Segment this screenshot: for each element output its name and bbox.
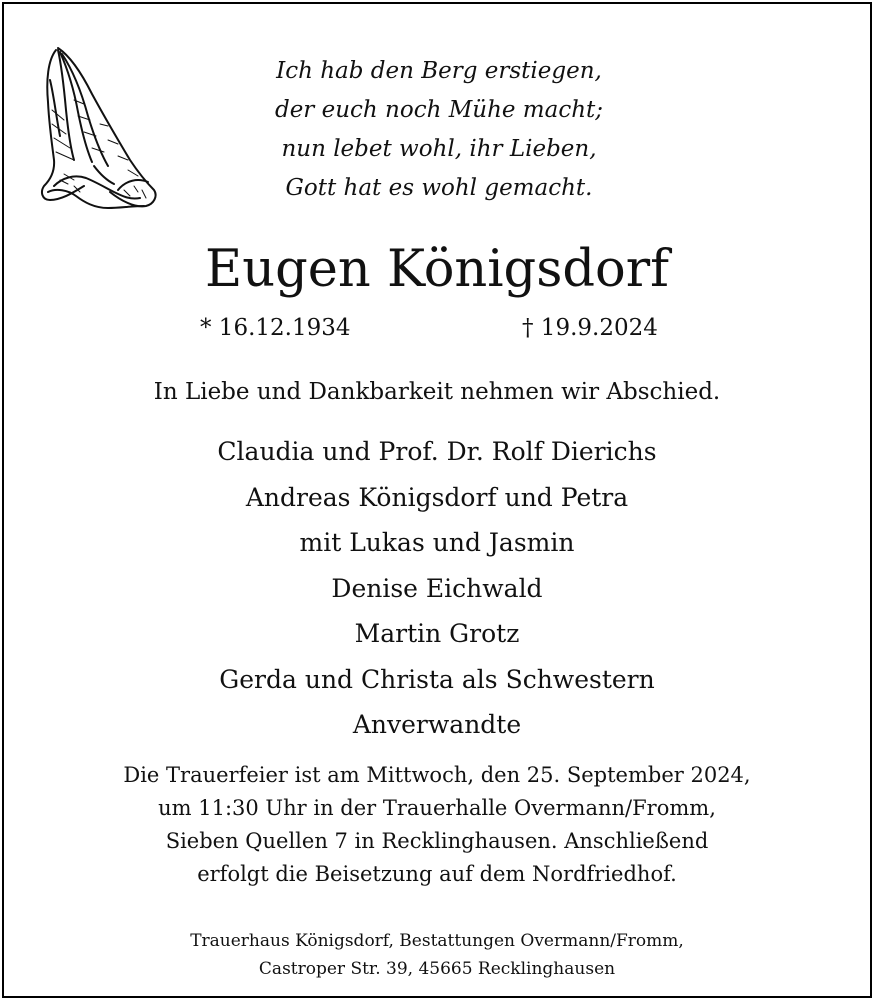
poem-line: nun lebet wohl, ihr Lieben, — [281, 136, 597, 162]
mourner-name: Denise Eichwald — [331, 573, 543, 603]
deceased-name: Eugen Königsdorf — [205, 240, 669, 299]
poem-line: der euch noch Mühe macht; — [274, 97, 604, 123]
poem-line: Ich hab den Berg erstiegen, — [276, 58, 602, 84]
footer-address — [4, 927, 870, 983]
mourner-name: Anverwandte — [352, 710, 522, 739]
mourners-list — [4, 429, 870, 748]
service-details — [4, 759, 870, 891]
mourner-name: Gerda und Christa als Schwestern — [219, 664, 655, 694]
service-line: erfolgt die Beisetzung auf dem Nordfriedhof. — [197, 862, 677, 886]
poem — [174, 52, 704, 208]
farewell-line: In Liebe und Dankbarkeit nehmen wir Abschied. — [153, 379, 721, 405]
obituary-notice — [2, 2, 872, 998]
footer-line: Trauerhaus Königsdorf, Bestattungen Overmann/Fromm, — [190, 931, 684, 951]
mourner-name: Claudia und Prof. Dr. Rolf Dierichs — [217, 437, 657, 466]
service-line: Sieben Quellen 7 in Recklinghausen. Anschließend — [165, 829, 709, 853]
birth-date: * 16.12.1934 — [200, 315, 351, 341]
mourner-name: Martin Grotz — [354, 619, 520, 648]
service-line: um 11:30 Uhr in der Trauerhalle Overmann/Fromm, — [158, 796, 716, 820]
mourner-name: Andreas Königsdorf und Petra — [245, 482, 629, 512]
footer-line: Castroper Str. 39, 45665 Recklinghausen — [258, 959, 616, 979]
praying-hands-icon — [34, 40, 168, 216]
mourner-name: mit Lukas und Jasmin — [299, 528, 575, 557]
death-date: † 19.9.2024 — [522, 315, 658, 341]
poem-line: Gott hat es wohl gemacht. — [285, 175, 593, 201]
service-line: Die Trauerfeier ist am Mittwoch, den 25. September 2024, — [123, 763, 751, 787]
life-dates — [4, 311, 870, 347]
